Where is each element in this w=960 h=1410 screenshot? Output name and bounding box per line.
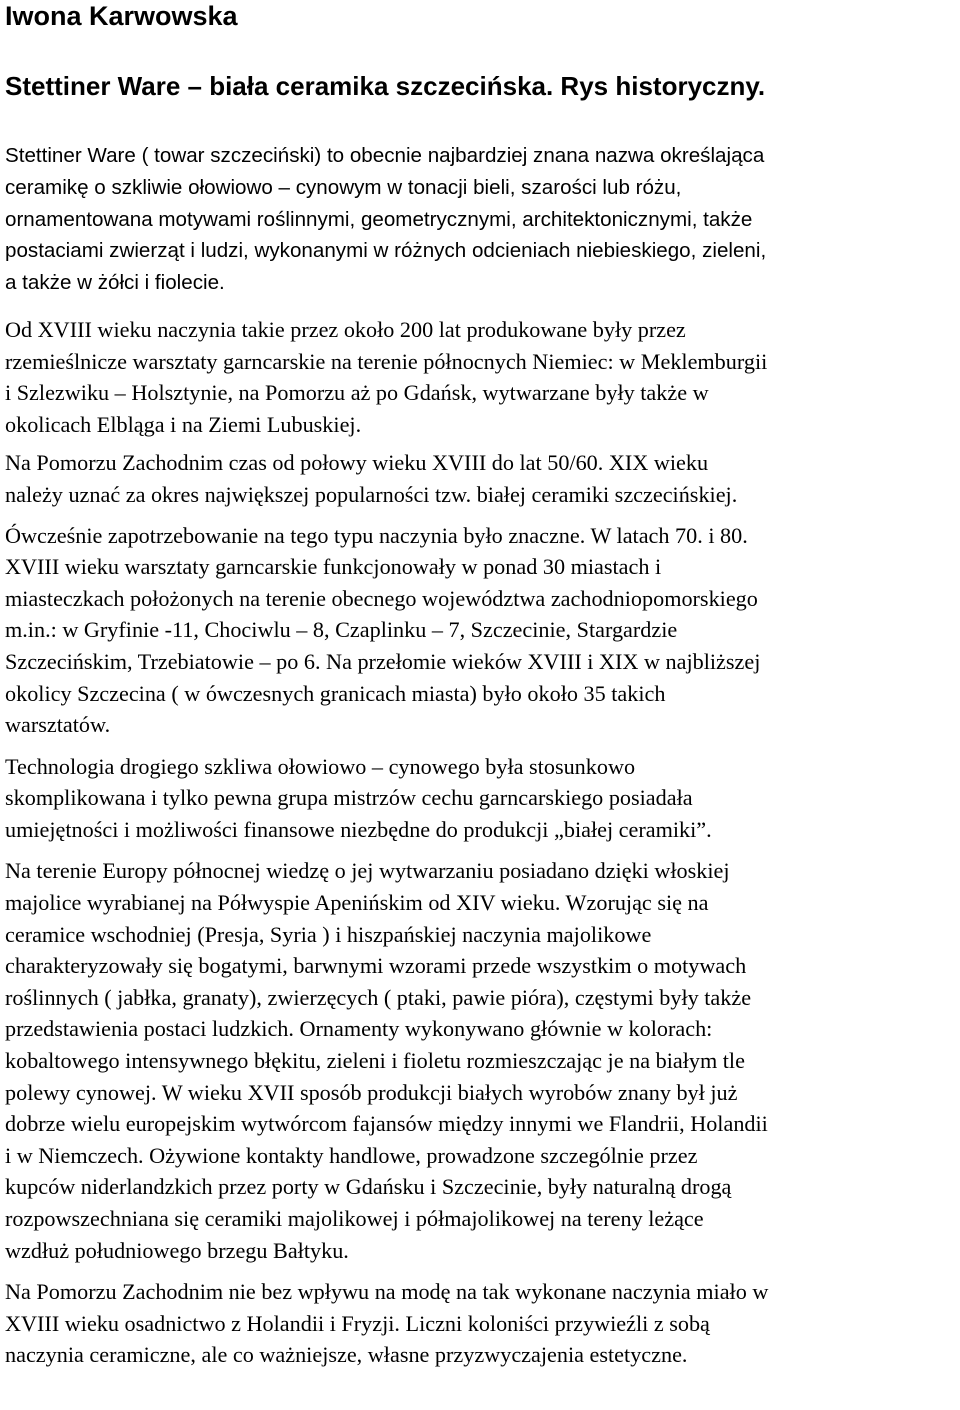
text-line: Na terenie Europy północnej wiedzę o jej wytwarzaniu posiadano dzięki włoskiej [5, 858, 730, 884]
text-line: wzdłuż południowego brzegu Bałtyku. [5, 1237, 349, 1263]
text-line: Od XVIII wieku naczynia takie przez około 200 lat produkowane były przez [5, 316, 686, 342]
text-line: ceramice wschodniej (Presja, Syria ) i hiszpańskiej naczynia majolikowe [5, 921, 652, 947]
paragraph-6 [5, 1276, 955, 1371]
document-page [5, 0, 955, 1371]
text-line: okolicy Szczecina ( w ówczesnych granicach miasta) było około 35 takich [5, 680, 666, 706]
text-line: Stettiner Ware ( towar szczeciński) to obecnie najbardziej znana nazwa określająca [5, 144, 765, 167]
text-line: Ówcześnie zapotrzebowanie na tego typu naczynia było znaczne. W latach 70. i 80. [5, 522, 748, 548]
paragraph-5 [5, 855, 955, 1266]
text-line: XVIII wieku osadnictwo z Holandii i Fryzji. Liczni koloniści przywieźli z sobą [5, 1310, 710, 1336]
text-line: polewy cynowej. W wieku XVII sposób produkcji białych wyrobów znany był już [5, 1079, 738, 1105]
text-line: a także w żółci i fiolecie. [5, 271, 225, 295]
intro-paragraph [5, 140, 955, 299]
text-line: przedstawienia postaci ludzkich. Ornamenty wykonywano głównie w kolorach: [5, 1016, 713, 1042]
text-line: okolicach Elbląga i na Ziemi Lubuskiej. [5, 411, 362, 437]
paragraph-4 [5, 751, 955, 846]
text-line: Na Pomorzu Zachodnim nie bez wpływu na modę na tak wykonane naczynia miało w [5, 1279, 769, 1305]
text-line: należy uznać za okres największej popularności tzw. białej ceramiki szczecińskiej. [5, 481, 738, 507]
text-line: Technologia drogiego szkliwa ołowiowo – cynowego była stosunkowo [5, 753, 636, 779]
text-line: roślinnych ( jabłka, granaty), zwierzęcych ( ptaki, pawie pióra), częstymi były także [5, 984, 752, 1010]
text-line: rzemieślnicze warsztaty garncarskie na terenie północnych Niemiec: w Meklemburgii [5, 348, 768, 374]
paragraph-1 [5, 314, 955, 440]
paragraph-3 [5, 520, 955, 741]
author-name: Iwona Karwowska [5, 1, 238, 31]
text-line: rozpowszechniana się ceramiki majolikowej i półmajolikowej na tereny leżące [5, 1206, 704, 1232]
text-line: i w Niemczech. Ożywione kontakty handlowe, prowadzone szczególnie przez [5, 1142, 698, 1168]
text-line: charakteryzowały się bogatymi, barwnymi wzorami przede wszystkim o motywach [5, 953, 747, 979]
text-line: i Szlezwiku – Holsztynie, na Pomorzu aż po Gdańsk, wytwarzane były także w [5, 380, 709, 406]
text-line: m.in.: w Gryfinie -11, Chociwlu – 8, Czaplinku – 7, Szczecinie, Stargardzie [5, 617, 678, 643]
text-line: ceramikę o szkliwie ołowiowo – cynowym w tonacji bieli, szarości lub różu, [5, 175, 682, 199]
text-line: kupców niderlandzkich przez porty w Gdańsku i Szczecinie, były naturalną drogą [5, 1174, 732, 1200]
text-line: XVIII wieku warsztaty garncarskie funkcjonowały w ponad 30 miastach i [5, 554, 662, 580]
text-line: naczynia ceramiczne, ale co ważniejsze, własne przyzwyczajenia estetyczne. [5, 1342, 688, 1368]
text-line: dobrze wielu europejskim wytwórcom fajansów między innymi we Flandrii, Holandii [5, 1111, 768, 1137]
text-line: umiejętności i możliwości finansowe niezbędne do produkcji „białej ceramiki”. [5, 816, 712, 842]
text-line: skomplikowana i tylko pewna grupa mistrzów cechu garncarskiego posiadała [5, 785, 693, 811]
text-line: Na Pomorzu Zachodnim czas od połowy wieku XVIII do lat 50/60. XIX wieku [5, 450, 709, 476]
text-line: miasteczkach położonych na terenie obecnego województwa zachodniopomorskiego [5, 585, 758, 611]
text-line: postaciami zwierząt i ludzi, wykonanymi w różnych odcieniach niebieskiego, zieleni, [5, 239, 767, 263]
text-line: ornamentowana motywami roślinnymi, geometrycznymi, architektonicznymi, także [5, 207, 753, 231]
text-line: warsztatów. [5, 712, 111, 738]
text-line: Szczecińskim, Trzebiatowie – po 6. Na przełomie wieków XVIII i XIX w najbliższej [5, 648, 761, 674]
document-title: Stettiner Ware – biała ceramika szczecińska. Rys historyczny. [5, 71, 766, 101]
paragraph-2 [5, 447, 955, 510]
text-line: kobaltowego intensywnego błękitu, zieleni i fioletu rozmieszczając je na białym tle [5, 1048, 745, 1074]
text-line: majolice wyrabianej na Półwyspie Apenińskim od XIV wieku. Wzorując się na [5, 890, 709, 916]
